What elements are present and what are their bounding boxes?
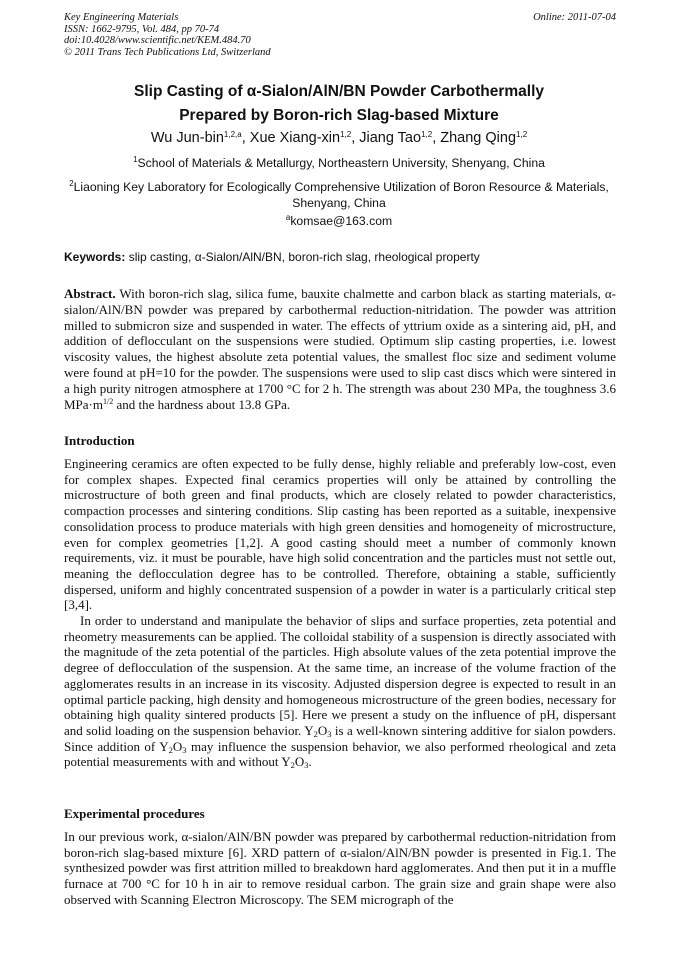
paper-title: [40, 80, 638, 128]
affiliation-text: Shenyang, China: [292, 195, 386, 210]
online-date: Online: 2011-07-04: [533, 12, 616, 23]
author-superscript: 1,2: [421, 130, 433, 139]
introduction-paragraph-1: Engineering ceramics are often expected to be fully dense, highly reliable and preferably low-cost, even for complex shapes. Expected final ceramics properties will only be attained by controlling the microstructure of both green and final products, which are closely related to powder characteristics, compaction processes and sintering conditions. Slip casting has been reported as a suitable, inexpensive consolidation process to produce materials with high green densities and homogeneity of microstructure, even for complex geometries [1,2]. A good casting should meet a number of commonly known requirements, viz. it must be pourable, have high solid concentration and the particles must not settle out, meaning the deflocculation degree has to be controlled. Therefore, obtaining a stable, sufficiently dispersed, uniform and highly concentrated suspension of a powder in water is a particularly critical step [3,4].: [64, 456, 616, 613]
experimental-paragraph-1: In our previous work, α-sialon/AlN/BN powder was prepared by carbothermal reduction-nitridation from boron-rich slag-based mixture [6]. XRD pattern of α-sialon/AlN/BN powder is presented in Fig.1. The synthesized powder was first attrition milled to breakdown hard agglomerates. And then put it in a muffle furnace at 700 °C for 10 h in air to remove residual carbon. The grain size and grain shape were also observed with Scanning Electron Microscopy. The SEM micrograph of the: [64, 829, 616, 907]
author-separator: ,: [432, 130, 441, 146]
email-marker: a: [285, 213, 291, 222]
doi: doi:10.4028/www.scientific.net/KEM.484.70: [64, 35, 251, 47]
experimental-body: [64, 829, 616, 908]
author-superscript: 1,2: [340, 130, 352, 139]
author-name: Zhang Qing: [440, 130, 517, 146]
issn: ISSN: 1662-9795, Vol. 484, pp 70-74: [64, 23, 220, 35]
introduction-paragraph-2: In order to understand and manipulate the behavior of slips and surface properties, zeta potential and rheometry measurements can be applied. The colloidal stability of a suspension is directly associated with the magnitude of the zeta potential of the particles. High absolute values of the zeta potential improve the degree of deflocculation of the suspension. At the same time, an increase of the volume fraction of the agglomerates results in an increase in its viscosity. Adjusted dispersion degree is expected to result in an optimal particle packing, high density and homogeneous microstructure of the green bodies, necessary for obtaining high quality sintered products [5]. Here we present a study on the influence of pH, dispersant and solid loading on the suspension behavior. $Y_2O_3$ is a well-known sintering additive for sialon powders. Since addition of $Y_2O_3$ may influence the suspension behavior, we also performed rheological and zeta potential measurements with and without $Y_2O_3$.: [64, 613, 616, 771]
abstract-text: With boron-rich slag, silica fume, bauxite chalmette and carbon black as starting materials, α-sialon/AlN/BN powder was prepared by carbothermal reduction-nitridation. The powder was attrition milled to submicron size and suspended in water. The effects of yttrium oxide as a sintering aid, pH, and addition of deflocculant on the suspensions were studied. Optimum slip casting properties, i.e. lowest viscosity values, the highest absolute zeta potential values, the smallest floc size and sediment volume were found at pH=10 for the powder. The suspensions were used to slip cast discs which were sintered in a high purity nitrogen atmosphere at 1700 °C for 2 h. The strength was about 230 MPa, the toughness 3.6 MPa·m: [64, 286, 616, 412]
journal-header: [64, 12, 616, 58]
affiliation-text: Liaoning Key Laboratory for Ecologically Comprehensive Utilization of Boron Resource & Materials,: [73, 180, 609, 194]
affiliation-text: School of Materials & Metallurgy, Northeastern University, Shenyang, China: [137, 156, 545, 170]
abstract: [64, 286, 616, 412]
author-superscript: 1,2: [516, 130, 528, 139]
abstract-label: Abstract.: [64, 286, 116, 301]
abstract-exponent: 1/2: [103, 396, 114, 406]
author-list: [40, 129, 638, 147]
title-line-2: Prepared by Boron-rich Slag-based Mixture: [179, 107, 499, 124]
abstract-tail: and the hardness about 13.8 GPa.: [113, 396, 291, 412]
author-name: Jiang Tao: [359, 130, 422, 146]
author-name: Wu Jun-bin: [150, 130, 224, 146]
experimental-heading: Experimental procedures: [64, 806, 205, 821]
keywords-text: slip casting, α-Sialon/AlN/BN, boron-rich slag, rheological property: [125, 250, 480, 264]
keywords: [64, 250, 616, 265]
keywords-label: Keywords:: [64, 250, 126, 264]
affiliation-1: [40, 156, 638, 172]
author-superscript: 1,2,a: [223, 130, 242, 139]
author-separator: ,: [241, 130, 250, 146]
author-separator: ,: [351, 130, 360, 146]
introduction-body: [64, 456, 616, 770]
introduction-heading: Introduction: [64, 433, 135, 448]
affiliation-marker: 1: [133, 155, 138, 164]
affiliation-2: [40, 180, 638, 211]
journal-name: Key Engineering Materials: [64, 12, 179, 23]
affiliation-marker: 2: [69, 179, 74, 188]
email-address: komsae@163.com: [290, 214, 393, 228]
copyright: © 2011 Trans Tech Publications Ltd, Switzerland: [64, 46, 271, 58]
title-line-1: Slip Casting of α-Sialon/AlN/BN Powder Carbothermally: [134, 83, 544, 100]
author-name: Xue Xiang-xin: [249, 130, 341, 146]
corresponding-email: [40, 214, 638, 230]
